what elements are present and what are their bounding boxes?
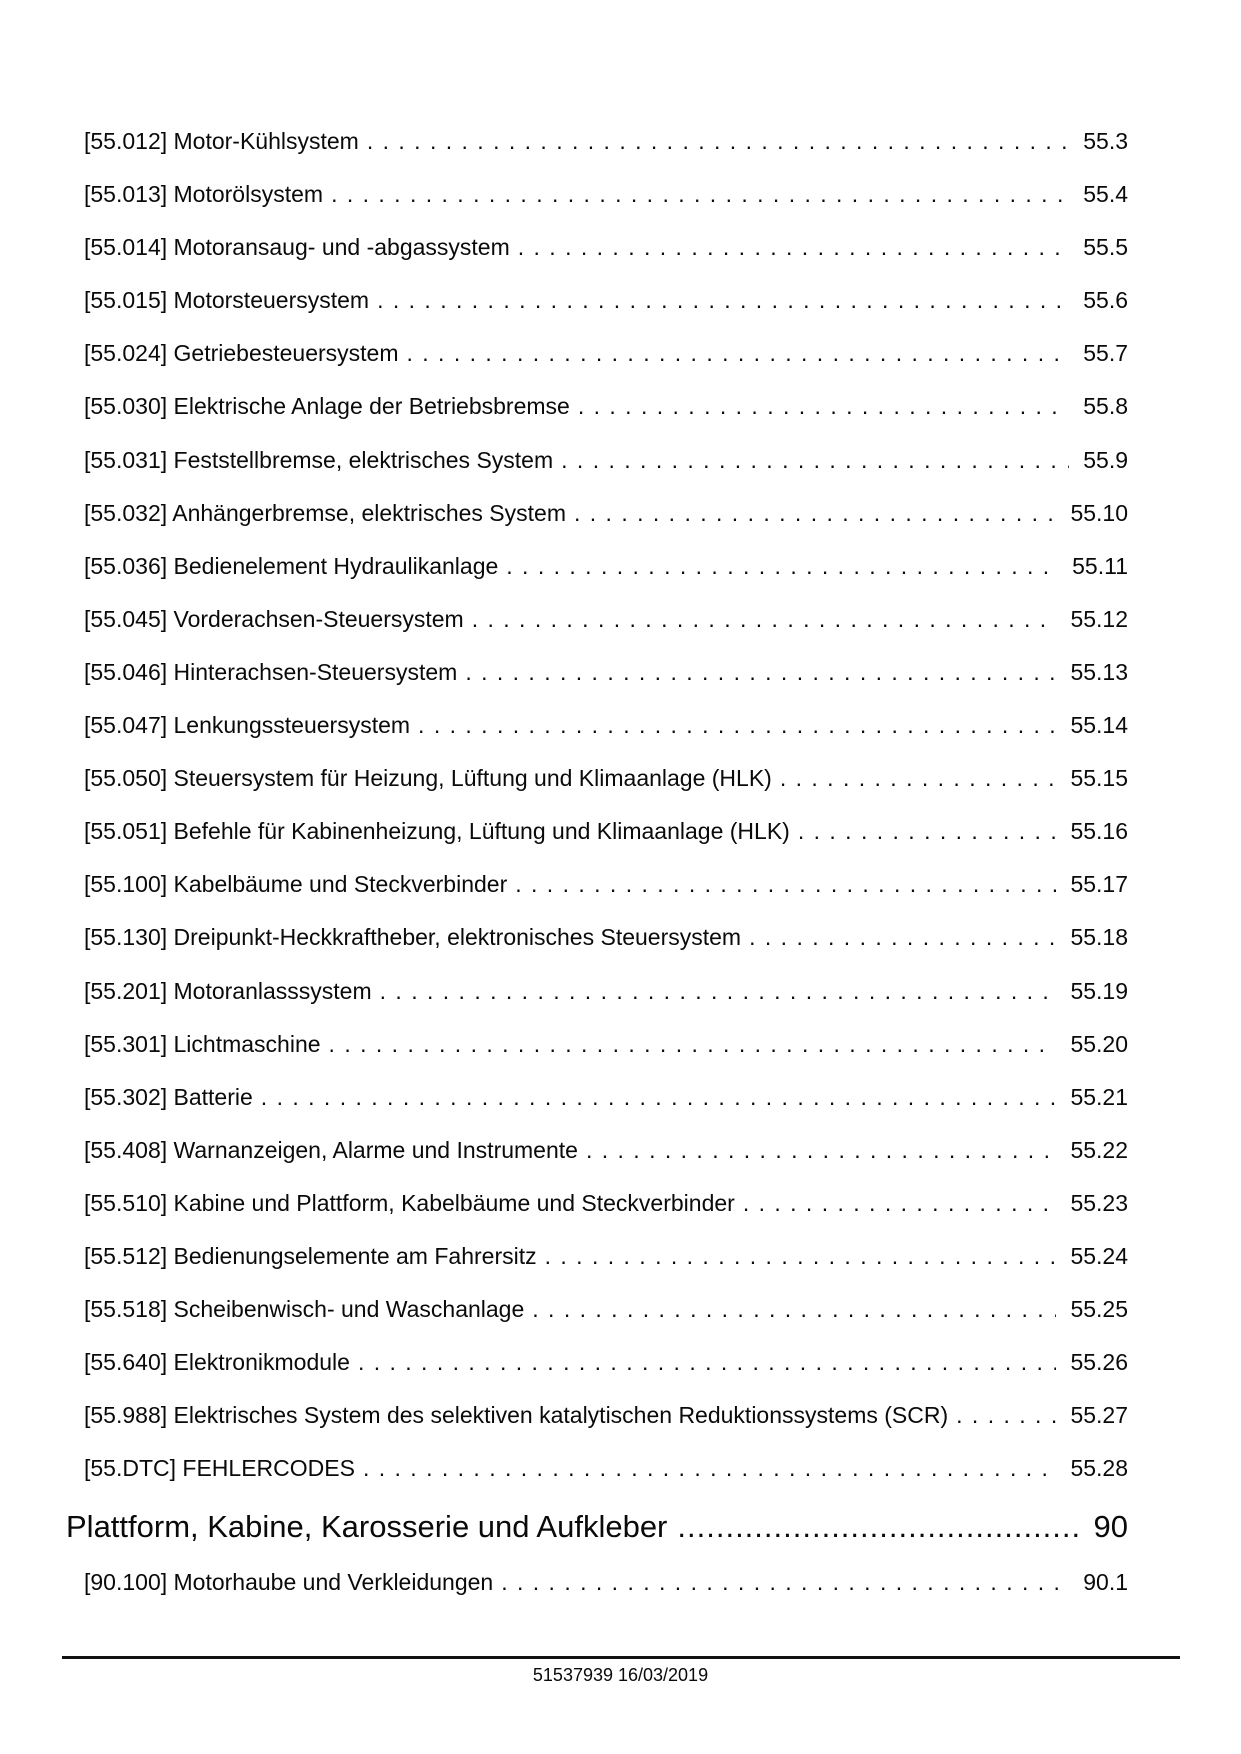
toc-page-number: 55.14 xyxy=(1070,712,1128,739)
toc-dot-leader xyxy=(586,1124,1056,1177)
toc-page-number: 55.20 xyxy=(1070,1030,1128,1057)
toc-entry-label: [55.512] Bedienungselemente am Fahrersitz xyxy=(84,1242,537,1269)
toc-entry-label: [55.015] Motorsteuersystem xyxy=(84,287,370,314)
toc-dot-leader xyxy=(407,327,1070,380)
toc-dot-leader xyxy=(472,593,1057,646)
toc-row xyxy=(84,1124,1128,1177)
footer-doc-info: 51537939 16/03/2019 xyxy=(532,1665,709,1685)
toc-row xyxy=(84,380,1128,433)
toc-entry-label: [55.014] Motoransaug- und -abgassystem xyxy=(84,234,510,261)
toc-entry-label: [55.DTC] FEHLERCODES xyxy=(84,1455,355,1482)
toc-row xyxy=(84,1177,1128,1230)
toc-row xyxy=(84,911,1128,964)
toc-dot-leader xyxy=(367,115,1069,168)
toc-page-number: 55.25 xyxy=(1070,1296,1128,1323)
toc-entry-label: [55.050] Steuersystem für Heizung, Lüftung und Klimaanlage (HLK) xyxy=(84,765,772,792)
toc-dot-leader xyxy=(780,752,1057,805)
toc-entry-label: [55.100] Kabelbäume und Steckverbinder xyxy=(84,871,508,898)
toc-dot-leader xyxy=(518,221,1069,274)
toc-page-number: 55.17 xyxy=(1070,871,1128,898)
toc-entry-label: [55.518] Scheibenwisch- und Waschanlage xyxy=(84,1296,525,1323)
toc-dot-leader xyxy=(956,1389,1056,1442)
toc-row xyxy=(84,327,1128,380)
toc-page-number: 55.3 xyxy=(1083,128,1128,154)
toc-dot-leader xyxy=(331,168,1069,221)
toc-page-number: 55.15 xyxy=(1070,765,1128,792)
toc-entry-label: [55.201] Motoranlasssystem xyxy=(84,977,372,1004)
toc-row xyxy=(84,752,1128,805)
toc-entry-label: [55.036] Bedienelement Hydraulikanlage xyxy=(84,552,499,579)
toc-page-number: 55.27 xyxy=(1070,1402,1128,1429)
toc-page-number: 55.10 xyxy=(1070,499,1128,526)
toc-row xyxy=(84,1556,1128,1609)
toc-entry-label: [55.302] Batterie xyxy=(84,1083,253,1110)
toc-entry-label: [55.051] Befehle für Kabinenheizung, Lüftung und Klimaanlage (HLK) xyxy=(84,818,790,845)
toc-entry-label: Plattform, Kabine, Karosserie und Aufkleber xyxy=(66,1509,668,1545)
toc-dot-leader xyxy=(515,858,1056,911)
toc-row xyxy=(84,434,1128,487)
toc-row xyxy=(84,1389,1128,1442)
toc-row xyxy=(84,1336,1128,1389)
toc-row xyxy=(84,858,1128,911)
toc-entry-label: [90.100] Motorhaube und Verkleidungen xyxy=(84,1569,494,1596)
toc-page-number: 55.4 xyxy=(1083,181,1128,208)
footer-divider xyxy=(62,1656,1180,1659)
toc-chapter-row xyxy=(66,1495,1128,1556)
toc-row xyxy=(84,1442,1128,1495)
toc-dot-leader xyxy=(501,1556,1069,1609)
toc-entry-label: [55.301] Lichtmaschine xyxy=(84,1030,321,1057)
toc-row xyxy=(84,646,1128,699)
toc-entry-label: [55.013] Motorölsystem xyxy=(84,181,324,208)
toc-row xyxy=(84,965,1128,1018)
toc-row xyxy=(84,1230,1128,1283)
toc-dot-leader xyxy=(465,646,1056,699)
toc-row xyxy=(84,221,1128,274)
toc-dot-leader xyxy=(561,434,1069,487)
toc-page-number: 55.23 xyxy=(1070,1189,1128,1216)
toc-page-number: 55.9 xyxy=(1083,446,1128,473)
toc-page-number: 55.16 xyxy=(1070,818,1128,845)
toc-page-number: 55.7 xyxy=(1083,340,1128,367)
toc-dot-leader xyxy=(574,487,1056,540)
toc-row xyxy=(84,274,1128,327)
toc-entry-label: [55.045] Vorderachsen-Steuersystem xyxy=(84,605,464,632)
toc-dot-leader xyxy=(677,1497,1081,1556)
toc-page-number: 55.13 xyxy=(1070,658,1128,685)
toc-dot-leader xyxy=(329,1018,1057,1071)
toc-page-number: 55.12 xyxy=(1070,605,1128,632)
toc-entry-label: [55.130] Dreipunkt-Heckkraftheber, elektronisches Steuersystem xyxy=(84,924,742,951)
toc-dot-leader xyxy=(532,1283,1056,1336)
toc-dot-leader xyxy=(545,1230,1057,1283)
toc-page-number: 55.19 xyxy=(1070,977,1128,1004)
toc-entry-label: [55.012] Motor-Kühlsystem xyxy=(84,128,359,154)
toc-page-number: 55.8 xyxy=(1083,393,1128,420)
toc-row xyxy=(84,1018,1128,1071)
toc-entry-label: [55.031] Feststellbremse, elektrisches System xyxy=(84,446,554,473)
toc-page-number: 55.26 xyxy=(1070,1349,1128,1376)
toc-dot-leader xyxy=(363,1442,1056,1495)
toc-entry-label: [55.047] Lenkungssteuersystem xyxy=(84,712,411,739)
toc-entry-label: [55.510] Kabine und Plattform, Kabelbäume und Steckverbinder xyxy=(84,1189,735,1216)
toc-row xyxy=(84,805,1128,858)
toc-entry-label: [55.032] Anhängerbremse, elektrisches System xyxy=(84,499,566,526)
toc-dot-leader xyxy=(358,1336,1057,1389)
toc-entry-label: [55.030] Elektrische Anlage der Betriebsbremse xyxy=(84,393,570,420)
toc-dot-leader xyxy=(418,699,1056,752)
toc-dot-leader xyxy=(743,1177,1057,1230)
toc-row xyxy=(84,487,1128,540)
toc-dot-leader xyxy=(749,911,1056,964)
toc-entry-label: [55.046] Hinterachsen-Steuersystem xyxy=(84,658,458,685)
toc-page-number: 55.6 xyxy=(1083,287,1128,314)
toc-dot-leader xyxy=(506,540,1058,593)
toc-row xyxy=(84,593,1128,646)
toc-page-number: 55.5 xyxy=(1083,234,1128,261)
toc-page-number: 55.28 xyxy=(1070,1455,1128,1482)
toc-row xyxy=(84,699,1128,752)
toc-dot-leader xyxy=(578,380,1069,433)
toc-page-number: 55.24 xyxy=(1070,1242,1128,1269)
toc-page-number: 55.21 xyxy=(1070,1083,1128,1110)
toc-page-number: 90 xyxy=(1093,1509,1128,1545)
toc-page-number: 55.22 xyxy=(1070,1136,1128,1163)
toc-dot-leader xyxy=(261,1071,1057,1124)
toc-row xyxy=(84,1283,1128,1336)
toc-row xyxy=(84,540,1128,593)
toc-page-number: 90.1 xyxy=(1083,1569,1128,1596)
toc-row xyxy=(84,115,1128,168)
toc-entry-label: [55.408] Warnanzeigen, Alarme und Instrumente xyxy=(84,1136,578,1163)
toc-dot-leader xyxy=(798,805,1057,858)
toc-entry-label: [55.640] Elektronikmodule xyxy=(84,1349,350,1376)
toc-dot-leader xyxy=(377,274,1069,327)
toc-row xyxy=(84,1071,1128,1124)
toc-entry-label: [55.988] Elektrisches System des selektiven katalytischen Reduktionssystems (SCR) xyxy=(84,1402,949,1429)
toc-page-number: 55.11 xyxy=(1072,552,1128,579)
toc-entry-label: [55.024] Getriebesteuersystem xyxy=(84,340,399,367)
toc-row xyxy=(84,168,1128,221)
toc-dot-leader xyxy=(380,965,1057,1018)
toc-page-number: 55.18 xyxy=(1070,924,1128,951)
toc-list xyxy=(66,115,1128,1610)
